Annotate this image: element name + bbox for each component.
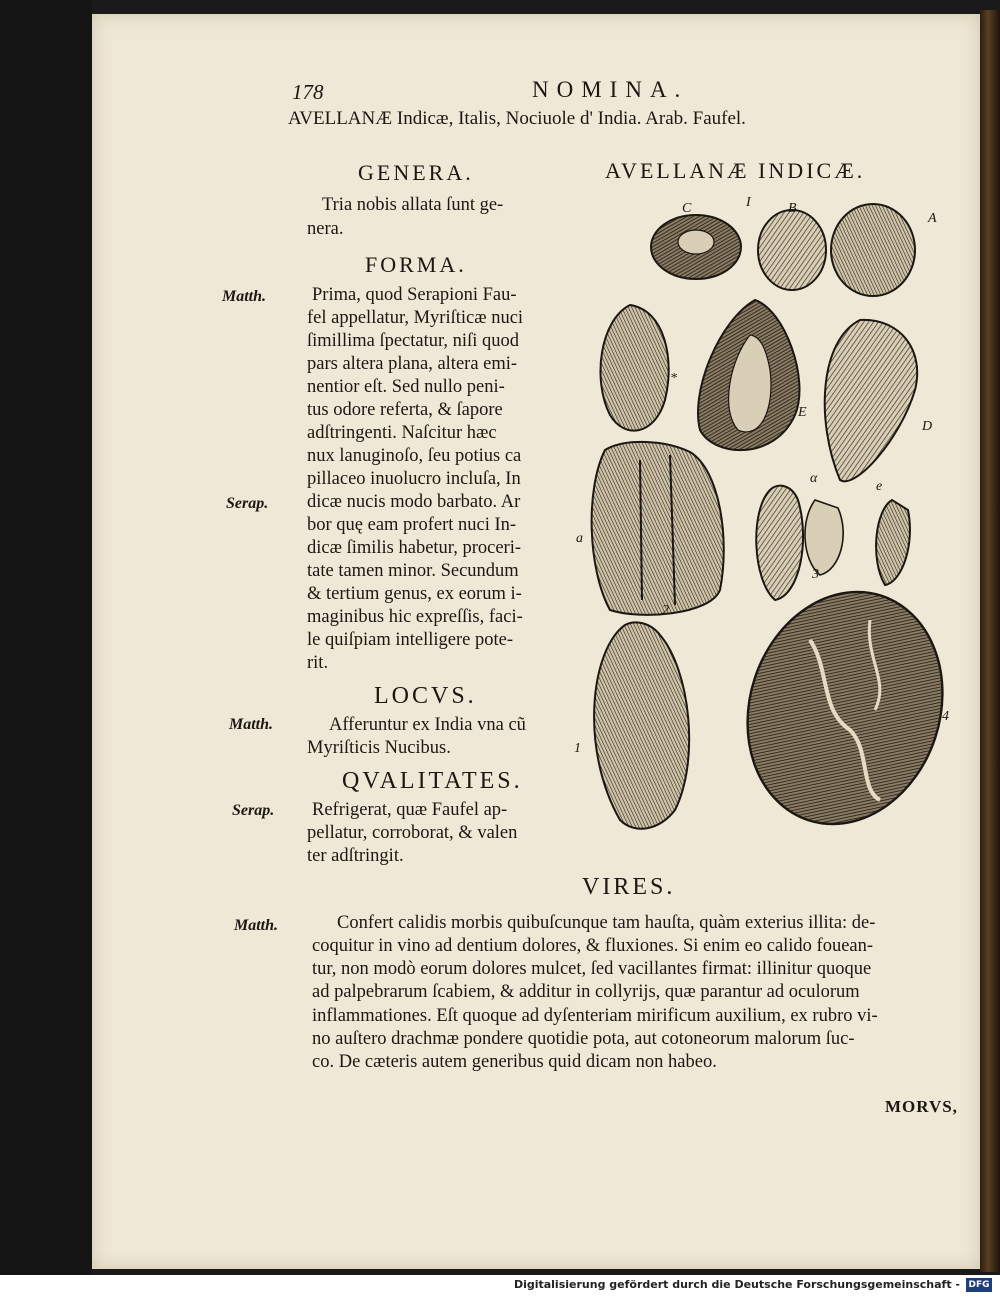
nut-starred-drawing <box>600 305 668 431</box>
qualitates-line: Refrigerat, quæ Faufel ap- <box>312 800 508 820</box>
forma-line: nux lanuginoſo, ſeu potius ca <box>307 446 522 466</box>
husk-d-drawing <box>825 320 917 481</box>
running-head: NOMINA. <box>532 77 689 102</box>
margin-note: Matth. <box>234 917 279 934</box>
names-line: AVELLANÆ Indicæ, Italis, Nociuole d' India. Arab. Faufel. <box>288 108 746 129</box>
vires-line: tur, non modò eorum dolores mulcet, ſed vacillantes firmat: illinitur quoque <box>312 959 872 979</box>
forma-line: tate tamen minor. Secundum <box>307 561 519 581</box>
figure-label: I <box>746 195 751 210</box>
forma-line: dicæ ſimilis habetur, proceri- <box>307 538 522 558</box>
figure-label: α <box>810 471 818 486</box>
footer-credit: Digitalisierung gefördert durch die Deutsche Forschungsgemeinschaft - <box>513 1278 960 1291</box>
pod-group-a-drawing <box>592 442 724 615</box>
figure-label: B <box>788 201 797 216</box>
forma-line: rit. <box>307 653 329 673</box>
figure-label: a <box>576 531 583 546</box>
locus-line: Afferuntur ex India vna cũ <box>329 715 526 735</box>
forma-line: bor quę eam profert nuci In- <box>307 515 517 535</box>
genera-heading: GENERA. <box>358 160 474 185</box>
figure-label: D <box>922 419 933 434</box>
forma-line: pars altera plana, altera emi- <box>307 354 518 374</box>
figure-label: C <box>682 201 692 216</box>
vires-line: no auſtero drachmæ pondere quotidie pota, aut cotoneorum malorum ſuc- <box>312 1029 855 1049</box>
forma-line: pillaceo inuolucro incluſa, In <box>307 469 521 489</box>
qualitates-heading: QVALITATES. <box>342 768 523 794</box>
locus-heading: LOCVS. <box>374 683 477 709</box>
forma-heading: FORMA. <box>365 252 467 277</box>
forma-line: dicæ nucis modo barbato. Ar <box>307 492 521 512</box>
figure-label: A <box>928 211 937 226</box>
vires-line: ad palpebrarum ſcabiem, & additur in collyrijs, quæ parantur ad oculorum <box>312 982 860 1002</box>
nut-a-drawing <box>831 204 915 296</box>
margin-note: Matth. <box>229 716 274 733</box>
segment-drawing <box>756 486 803 600</box>
vires-line: co. De cæteris autem generibus quid dicam non habeo. <box>312 1052 717 1072</box>
forma-line: & tertium genus, ex eorum i- <box>307 584 522 604</box>
segment-3-drawing <box>805 500 843 575</box>
margin-note: Serap. <box>232 802 275 819</box>
qualitates-line: ter adſtringit. <box>307 846 404 866</box>
nut-4-drawing <box>718 566 960 840</box>
genera-line: nera. <box>307 219 344 239</box>
figure-label: e <box>876 479 883 494</box>
figure-label: 1 <box>574 741 581 756</box>
figure-label: 3 <box>812 567 819 582</box>
nut-illustration-plate <box>570 190 960 840</box>
forma-line: fel appellatur, Myriſticæ nuci <box>307 308 524 328</box>
seed-e-drawing <box>876 500 910 585</box>
figure-label: 2 <box>662 603 669 618</box>
forma-line: ſimillima ſpectatur, niſi quod <box>307 331 519 351</box>
vires-line: inflammationes. Eſt quoque ad dyſenteriam mirificum auxilium, ex rubro vi- <box>312 1006 878 1026</box>
forma-line: Prima, quod Serapioni Fau- <box>312 285 517 305</box>
vires-line: Confert calidis morbis quibuſcunque tam hauſta, quàm exterius illita: de- <box>337 913 876 933</box>
qualitates-line: pellatur, corroborat, & valen <box>307 823 518 843</box>
margin-note: Serap. <box>226 495 269 512</box>
forma-line: tus odore referta, & ſapore <box>307 400 503 420</box>
scan-footer <box>0 1275 1000 1297</box>
forma-line: nentior eſt. Sed nullo peni- <box>307 377 505 397</box>
nut-b-drawing <box>758 210 826 290</box>
scan-left-border <box>0 0 92 1297</box>
dfg-logo-icon[interactable]: DFG <box>966 1278 992 1292</box>
pod-1-drawing <box>594 622 689 828</box>
book-gutter <box>980 10 1000 1272</box>
margin-note: Matth. <box>222 288 267 305</box>
forma-line: adſtringenti. Naſcitur hæc <box>307 423 497 443</box>
figure-title: AVELLANÆ INDICÆ. <box>605 158 866 183</box>
locus-line: Myriſticis Nucibus. <box>307 738 451 758</box>
forma-line: le quiſpiam intelligere pote- <box>307 630 514 650</box>
nut-c-kernel <box>678 230 714 254</box>
vires-line: coquitur in vino ad dentium dolores, & fluxiones. Si enim eo calido fouean- <box>312 936 874 956</box>
forma-line: maginibus hic expreſſis, faci- <box>307 607 523 627</box>
figure-label: 4 <box>942 709 949 724</box>
catchword: MORVS, <box>885 1097 958 1116</box>
vires-heading: VIRES. <box>582 874 676 900</box>
folio-number: 178 <box>292 80 324 104</box>
figure-label: E <box>798 405 807 420</box>
genera-line: Tria nobis allata ſunt ge- <box>322 195 504 215</box>
figure-label: * <box>670 371 677 386</box>
